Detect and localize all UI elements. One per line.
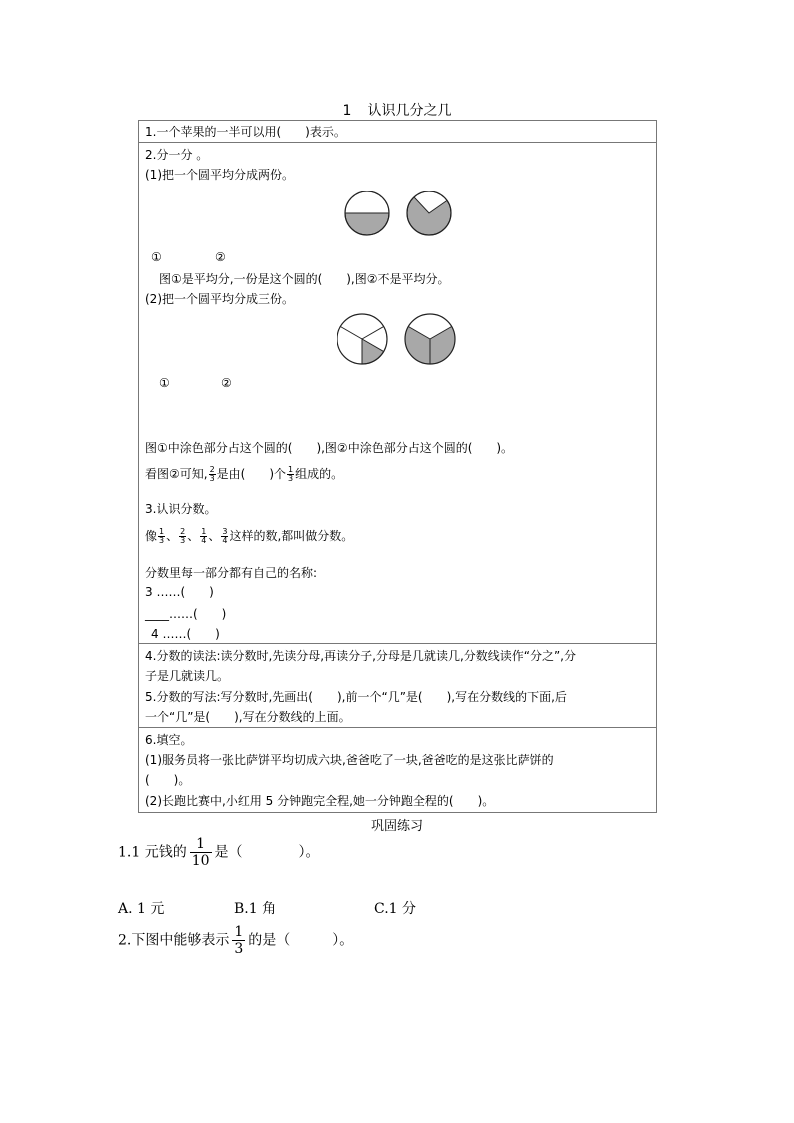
q2-sentence2: 图①中涂色部分占这个圆的( ),图②中涂色部分占这个圆的( )。 [145,441,514,455]
fraction-1-3-large: $\frac{1}{3}$ [234,924,244,957]
option-c[interactable]: C.1 分 [374,901,417,917]
practice-title: 巩固练习 [370,819,423,834]
fraction-2-3: $\frac{2}{3}$ [209,465,215,483]
third-circles-figure [337,313,457,367]
option-b[interactable]: B.1 角 [234,901,277,917]
q5-line2: 一个“几”是( ),写在分数线的上面。 [145,710,351,724]
q4-q5-box [138,643,657,728]
q6-line3: (2)长跑比赛中,小红用 5 分钟跑完全程,她一分钟跑全程的( )。 [145,794,495,808]
q2-part1: (1)把一个圆平均分成两份。 [145,168,294,182]
option-a[interactable]: A. 1 元 [118,901,165,917]
q2-sentence3: 看图②可知, $\frac{2}{3}$ 是由( )个 $\frac{1}{3}$ 组成的。 [145,465,344,483]
fraction-item: $\frac{1}{3}$ [159,527,165,545]
q1-box [138,120,657,143]
circle-1-thirds [337,314,387,364]
q6-box [138,727,657,813]
circle-1-half [345,191,389,235]
q3-name-line2: ____……( ) [145,607,227,621]
practice-q1: 1.1 元钱的 $\frac{1}{10}$ 是（ ）。 [118,836,320,869]
q1-text: 1.一个苹果的一半可以用( )表示。 [145,125,346,139]
q3-names-intro: 分数里每一部分都有自己的名称: [145,566,318,580]
circle-2-unequal [407,191,451,235]
label-1b: ① [159,376,170,390]
q2-part2: (2)把一个圆平均分成三份。 [145,292,294,306]
half-circles-figure [343,191,455,239]
q3-name-line1: 3 ……( ) [145,585,214,599]
lesson-number: 1 [342,103,352,119]
label-1a: ① [151,250,162,264]
q4-line2: 子是几就读几。 [145,669,230,683]
fraction-1-10: $\frac{1}{10}$ [191,836,210,869]
lesson-title: 认识几分之几 [367,103,452,119]
q2-heading: 2.分一分 。 [145,148,209,162]
q2-sentence1: 图①是平均分,一份是这个圆的( ),图②不是平均分。 [159,272,450,286]
q6-line2: ( )。 [145,773,191,787]
label-2b: ② [221,376,232,390]
fraction-1-3: $\frac{1}{3}$ [288,465,294,483]
q2-q3-box [138,142,657,644]
fraction-item: $\frac{3}{4}$ [222,527,228,545]
fraction-item: $\frac{2}{3}$ [180,527,186,545]
q3-heading: 3.认识分数。 [145,502,217,516]
fraction-item: $\frac{1}{4}$ [201,527,207,545]
q3-fractions-line: 像 $\frac{1}{3}$ 、 $\frac{2}{3}$ 、 $\frac{1}{4}$ 、 $\frac{3}{4}$ 这样的数,都叫做分数。 [145,527,354,545]
circle-2-thirds [405,314,455,364]
label-2a: ② [215,250,226,264]
page-title [0,100,794,120]
q6-line1: (1)服务员将一张比萨饼平均切成六块,爸爸吃了一块,爸爸吃的是这张比萨饼的 [145,753,554,767]
q5-line1: 5.分数的写法:写分数时,先画出( ),前一个“几”是( ),写在分数线的下面,后 [145,690,567,704]
q6-heading: 6.填空。 [145,733,193,747]
q4-line1: 4.分数的读法:读分数时,先读分母,再读分子,分母是几就读几,分数线读作“分之”,分 [145,649,577,663]
practice-q2: 2.下图中能够表示 $\frac{1}{3}$ 的是（ ）。 [118,924,354,957]
q3-name-line3: 4 ……( ) [151,627,220,641]
